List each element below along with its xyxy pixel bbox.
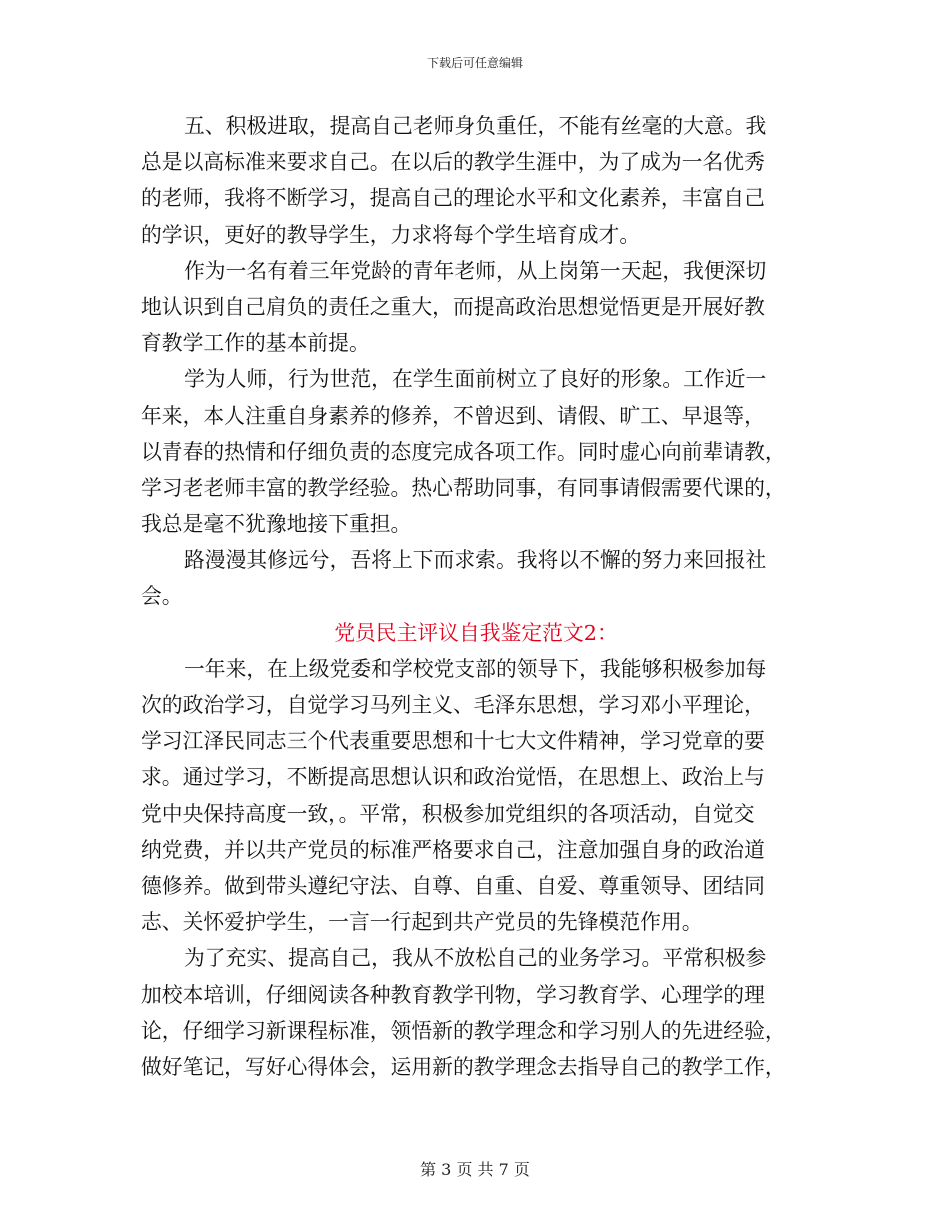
text-line: 地认识到自己肩负的责任之重大，而提高政治思想觉悟更是开展好教 <box>141 294 765 319</box>
text-line: 为了充实、提高自己，我从不放松自己的业务学习。平常积极参 <box>184 946 767 971</box>
section-heading: 党员民主评议自我鉴定范文2： <box>334 620 618 645</box>
text-line: 路漫漫其修远兮，吾将上下而求索。我将以不懈的努力来回报社 <box>184 548 767 573</box>
text-line: 的老师，我将不断学习，提高自己的理论水平和文化素养，丰富自己 <box>141 186 765 211</box>
text-line: 做好笔记，写好心得体会，运用新的教学理念去指导自己的教学工作， <box>141 1054 786 1079</box>
text-line: 加校本培训，仔细阅读各种教育教学刊物，学习教育学、心理学的理 <box>141 982 765 1007</box>
text-line: 以青春的热情和仔细负责的态度完成各项工作。同时虚心向前辈请教， <box>141 439 786 464</box>
text-line: 的学识，更好的教导学生，力求将每个学生培育成才。 <box>141 222 641 247</box>
text-line: 五、积极进取，提高自己老师身负重任，不能有丝毫的大意。我 <box>184 114 767 138</box>
text-line: 论，仔细学习新课程标准，领悟新的教学理念和学习别人的先进经验， <box>141 1018 786 1043</box>
text-line: 德修养。做到带头遵纪守法、自尊、自重、自爱、尊重领导、团结同 <box>141 873 765 898</box>
text-line: 总是以高标准来要求自己。在以后的教学生涯中，为了成为一名优秀 <box>141 150 765 175</box>
page-header: 下载后可任意编辑 <box>426 56 523 70</box>
text-line: 年来，本人注重自身素养的修养，不曾迟到、请假、旷工、早退等， <box>141 403 765 428</box>
text-line: 我总是毫不犹豫地接下重担。 <box>141 512 412 537</box>
text-line: 学习老老师丰富的教学经验。热心帮助同事，有同事请假需要代课的， <box>141 475 786 500</box>
page-footer: 第 3 页 共 7 页 <box>420 1160 530 1179</box>
text-line: 次的政治学习，自觉学习马列主义、毛泽东思想，学习邓小平理论， <box>141 693 765 717</box>
text-line: 学习江泽民同志三个代表重要思想和十七大文件精神，学习党章的要 <box>141 729 765 754</box>
text-line: 作为一名有着三年党龄的青年老师，从上岗第一天起，我便深切 <box>184 258 767 283</box>
text-line: 志、关怀爱护学生，一言一行起到共产党员的先锋模范作用。 <box>141 910 703 935</box>
text-line: 一年来，在上级党委和学校党支部的领导下，我能够积极参加每 <box>184 656 767 681</box>
text-line: 育教学工作的基本前提。 <box>141 331 370 356</box>
text-line: 学为人师，行为世范，在学生面前树立了良好的形象。工作近一 <box>184 367 767 392</box>
text-line: 求。通过学习，不断提高思想认识和政治觉悟，在思想上、政治上与 <box>141 765 765 790</box>
text-line: 党中央保持高度一致，。平常，积极参加党组织的各项活动，自觉交 <box>141 801 755 826</box>
text-line: 会。 <box>141 584 183 609</box>
document-body <box>141 108 811 1085</box>
text-line: 纳党费，并以共产党员的标准严格要求自己，注意加强自身的政治道 <box>141 837 765 862</box>
